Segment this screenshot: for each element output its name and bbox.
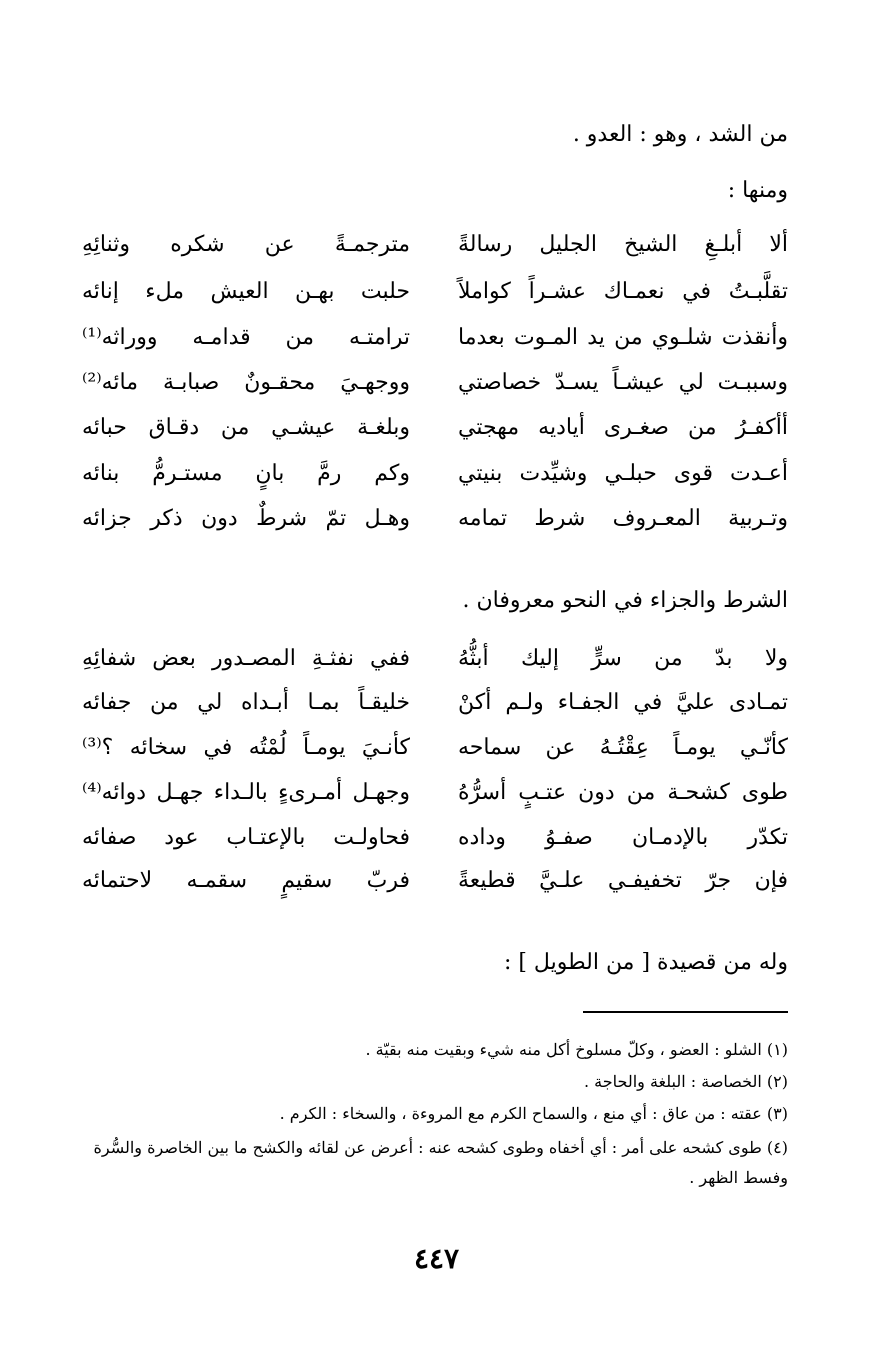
second-hemistich: وهـل تمّ شرطٌ دون ذكر جزائه: [82, 506, 410, 531]
verse-line: [82, 506, 788, 546]
intro-line: من الشد ، وهو : العدو .: [572, 122, 788, 147]
verse-line: [82, 461, 788, 501]
verse-line: [82, 325, 788, 365]
first-hemistich: كأنّـي يومـاً عِقْتُـهُ عن سماحه: [458, 735, 788, 760]
verse-line: [82, 415, 788, 455]
second-hemistich: حلبت بهـن العيش ملء إنائه: [82, 279, 410, 304]
second-hemistich: مترجمـةً عن شكره وثنائِهِ: [82, 232, 410, 257]
second-hemistich: خليقـاً بمـا أبـداه لي من جفائه: [82, 690, 410, 715]
first-hemistich: وسببـت لي عيشـاً يسـدّ خصاصتي: [458, 370, 788, 395]
first-hemistich: تقلَّبـتُ في نعمـاك عشـراً كواملاً: [458, 279, 788, 304]
footnote-3: (٣) عقته : من عاق : أي منع ، والسماح الكرم مع المروءة ، والسخاء : الكرم .: [279, 1104, 788, 1123]
first-hemistich: ولا بدّ من سرٍّ إليك أبثُّهُ: [458, 646, 788, 671]
second-hemistich: فحاولـت بالإعتـاب عود صفائه: [82, 825, 410, 850]
second-hemistich: وجهـل أمـرىءٍ بالـداء جهـل دوائه⁽⁴⁾: [82, 780, 410, 805]
second-hemistich: ففي نفثـةِ المصـدور بعض شفائِهِ: [82, 646, 410, 671]
verse-line: [82, 646, 788, 686]
verse-line: [82, 690, 788, 730]
second-hemistich: فربّ سقيمٍ سقمـه لاحتمائه: [82, 868, 410, 893]
section-heading: وله من قصيدة [ من الطويل ] :: [503, 950, 788, 975]
first-hemistich: وتـربية المعـروف شرط تمامه: [458, 506, 788, 531]
first-hemistich: تمـادى عليَّ في الجفـاء ولـم أكنْ: [458, 690, 788, 715]
verse-line: [82, 279, 788, 319]
first-hemistich: أأكفـرُ من صغـرى أياديه مهجتي: [458, 415, 788, 440]
first-hemistich: طوى كشحـة من دون عتـبٍ أسرُّهُ: [458, 780, 788, 805]
grammar-note-line: الشرط والجزاء في النحو معروفان .: [462, 588, 788, 613]
first-hemistich: وأنقذت شلـوي من يد المـوت بعدما: [458, 325, 788, 350]
second-hemistich: كأنـيَ يومـاً لُمْتُه في سخائه ؟⁽³⁾: [82, 735, 410, 760]
second-hemistich: وكم رمَّ بانٍ مستـرمُّ بنائه: [82, 461, 410, 486]
second-hemistich: ترامتـه من قدامـه ووراثه⁽¹⁾: [82, 325, 410, 350]
verse-line: [82, 780, 788, 820]
verse-line: [82, 868, 788, 908]
footnote-4: (٤) طوى كشحه على أمر : أي أخفاه وطوى كشحه عنه : أعرض عن لقائه والكشح ما بين الخاصرة والسُّرة وفسط الظهر .: [93, 1138, 788, 1187]
first-hemistich: تكدّر بالإدمـان صفـوُ وداده: [458, 825, 788, 850]
second-hemistich: ووجهـيَ محقـونٌ صبابـة مائه⁽²⁾: [82, 370, 410, 395]
section-heading: ومنها :: [727, 178, 788, 203]
footnote-2: (٢) الخصاصة : البلغة والحاجة .: [583, 1072, 788, 1091]
verse-line: [82, 370, 788, 410]
second-hemistich: وبلغـة عيشـي من دقـاق حبائه: [82, 415, 410, 440]
page-number: ٤٤٧: [413, 1242, 460, 1275]
first-hemistich: فإن جرّ تخفيفـي علـيَّ قطيعةً: [458, 868, 788, 893]
verse-line: [82, 825, 788, 865]
footnote-divider: [583, 1011, 788, 1013]
first-hemistich: ألا أبلـغِ الشيخ الجليل رسالةً: [458, 232, 788, 257]
first-hemistich: أعـدت قوى حبلـي وشيِّدت بنيتي: [458, 461, 788, 486]
verse-line: [82, 232, 788, 272]
verse-line: [82, 735, 788, 775]
footnote-1: (١) الشلو : العضو ، وكلّ مسلوخ أكل منه شيء وبقيت منه بقيّة .: [365, 1040, 788, 1059]
